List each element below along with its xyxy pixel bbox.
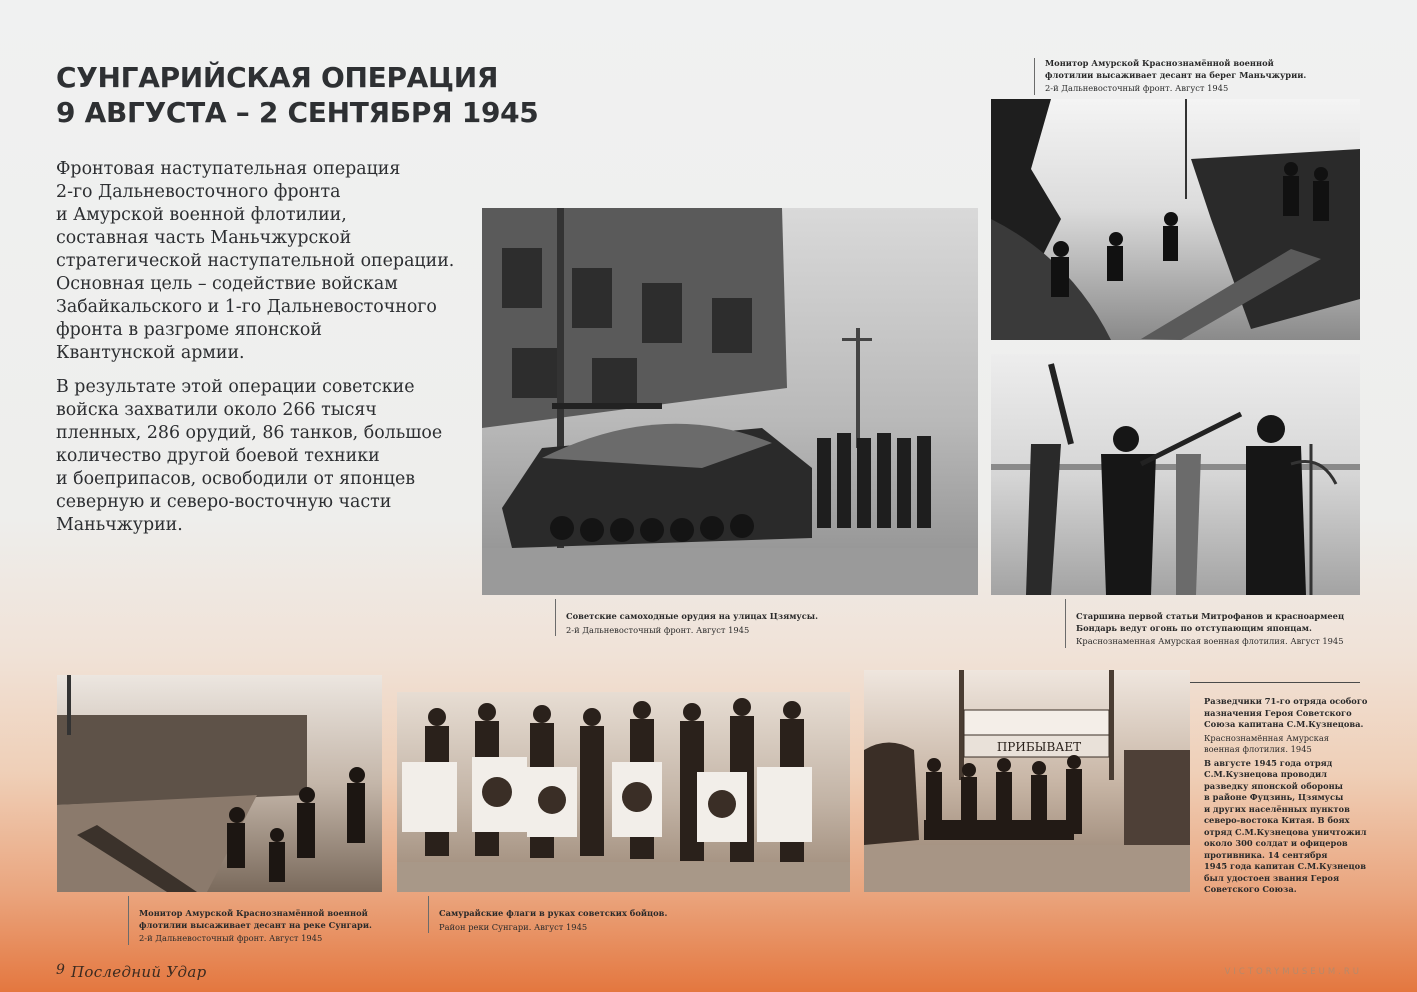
caption-scouts-kuznetsov: Разведчики 71-го отряда особого назначения Героя Советского Союза капитана С.М.Кузнецова. Краснознамённая Амурская военная флотилия. 1945 В августе 1945 года отряд С.М.Кузнецова проводил разведку японской обороны в районе Фуцзинь, Цзямусы и других населённых пунктов северо-востока Китая. В боях отряд С.М.Кузнецова уничтожил около 300 солдат и офицеров противника. 14 сентября 1945 года капитан С.М.Кузнецов был удостоен звания Героя Советского Союза.: [1204, 696, 1368, 894]
intro-line: Забайкальского и 1-го Дальневосточного: [56, 297, 437, 317]
photo-monitor-landing-sungari: [57, 675, 382, 892]
photo-monitor-landing-manchuria: [991, 99, 1360, 340]
result-line: В результате этой операции советские: [56, 377, 415, 397]
intro-line: составная часть Маньчжурской: [56, 228, 352, 248]
result-line: Маньчжурии.: [56, 515, 183, 535]
intro-line: Фронтовая наступательная операция: [56, 159, 401, 179]
brand-logo: Последний Удар: [71, 963, 207, 981]
intro-line: 2-го Дальневосточного фронта: [56, 182, 341, 202]
caption-sailors-firing: Старшина первой статьи Митрофанов и красноармеец Бондарь ведут огонь по отступающим японцам. Краснознаменная Амурская военная флотилия. Август 1945: [1065, 599, 1344, 648]
caption-monitor-landing-manchuria: Монитор Амурской Краснознамённой военной флотилии высаживает десант на берег Маньчжурии. 2-й Дальневосточный фронт. Август 1945: [1034, 58, 1306, 95]
intro-line: Основная цель – содействие войскам: [56, 274, 398, 294]
caption-samurai-flags: Самурайские флаги в руках советских бойцов. Район реки Сунгари. Август 1945: [428, 896, 667, 933]
page-number: 9: [56, 962, 65, 978]
intro-line: и Амурской военной флотилии,: [56, 205, 347, 225]
result-paragraph: [56, 376, 476, 537]
intro-line: стратегической наступательной операции.: [56, 251, 455, 271]
caption-monitor-landing-sungari: Монитор Амурской Краснознамённой военной флотилии высаживает десант на реке Сунгари. 2-й Дальневосточный фронт. Август 1945: [128, 896, 372, 945]
intro-paragraph: [56, 158, 476, 365]
result-line: северную и северо-восточную части: [56, 492, 392, 512]
sign-text: ПРИБЫВАЕТ: [996, 740, 1082, 754]
result-line: войска захватили около 266 тысяч: [56, 400, 377, 420]
page-title-line-1: СУНГАРИЙСКАЯ ОПЕРАЦИЯ: [56, 61, 499, 94]
page-title-line-2: 9 АВГУСТА – 2 СЕНТЯБРЯ 1945: [56, 96, 539, 129]
photo-self-propelled-guns: [482, 208, 978, 595]
result-line: и боеприпасов, освободили от японцев: [56, 469, 416, 489]
photo-scouts-kuznetsov: [864, 670, 1190, 892]
page-title: [56, 60, 539, 130]
site-url[interactable]: VICTORYMUSEUM.RU: [1224, 967, 1362, 977]
result-line: количество другой боевой техники: [56, 446, 380, 466]
result-line: пленных, 286 орудий, 86 танков, большое: [56, 423, 443, 443]
photo-samurai-flags: [397, 692, 850, 892]
caption-rule: [1190, 682, 1360, 683]
intro-line: фронта в разгроме японской: [56, 320, 322, 340]
caption-self-propelled-guns: Советские самоходные орудия на улицах Цзямусы. 2-й Дальневосточный фронт. Август 1945: [555, 599, 818, 636]
photo-sailors-firing: [991, 354, 1360, 595]
intro-line: Квантунской армии.: [56, 343, 245, 363]
